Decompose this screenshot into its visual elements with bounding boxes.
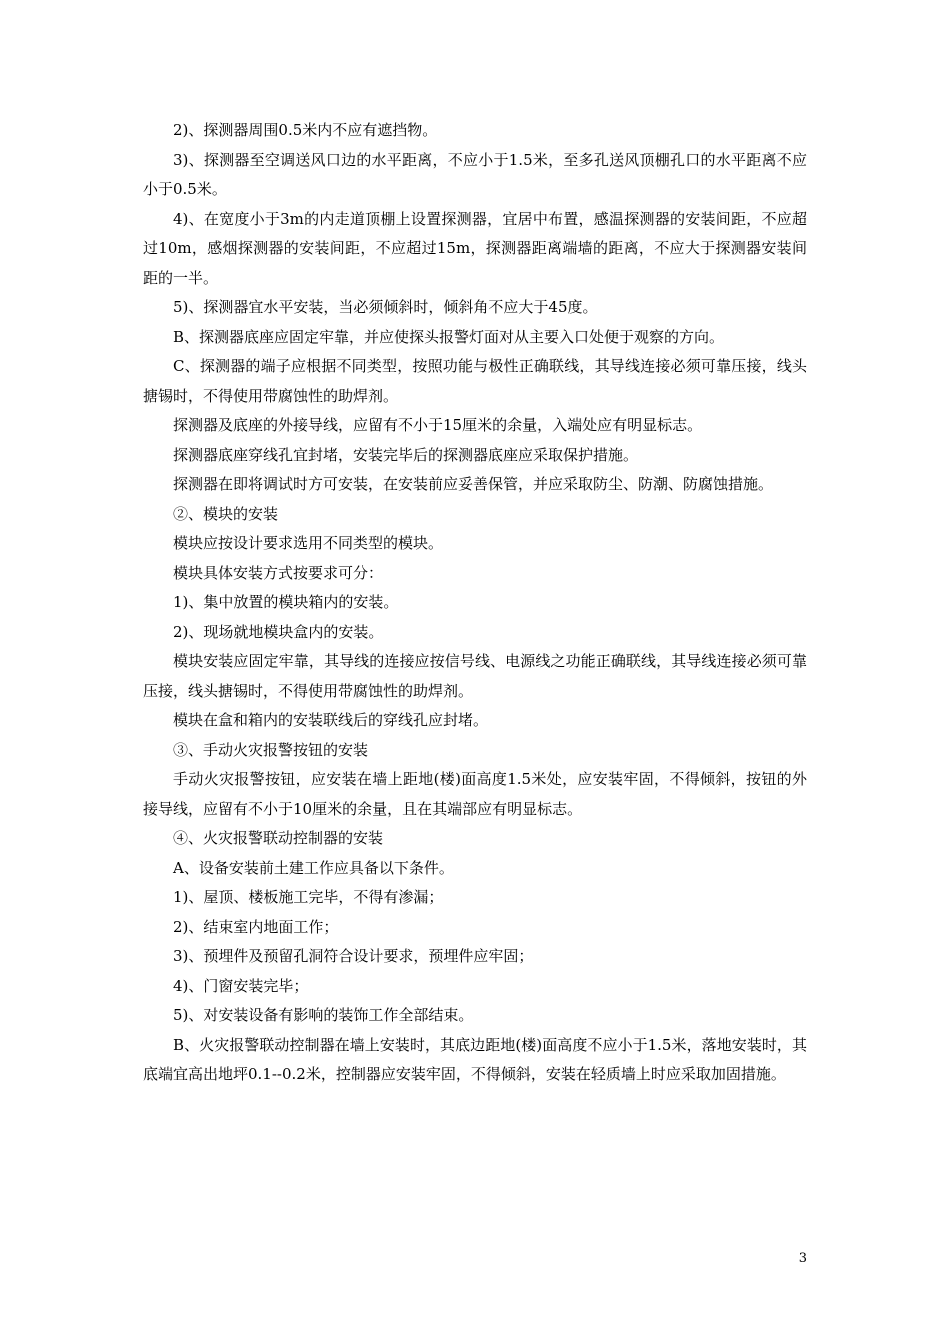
list-item: 2)、现场就地模块盒内的安装。	[173, 622, 384, 641]
paragraph: B、火灾报警联动控制器在墙上安装时，其底边距地(楼)面高度不应小于1.5米，落地安装时，其底端宜高出地坪0.1--0.2米，控制器应安装牢固，不得倾斜，安装在轻质墙上时应采取加固措施。	[143, 1035, 807, 1083]
section-heading: ②、模块的安装	[173, 504, 279, 523]
paragraph: 模块在盒和箱内的安装联线后的穿线孔应封堵。	[173, 711, 489, 729]
list-item: 1)、屋顶、楼板施工完毕，不得有渗漏；	[173, 888, 444, 906]
list-item: 2)、结束室内地面工作；	[173, 917, 339, 936]
section-heading: ④、火灾报警联动控制器的安装	[173, 829, 384, 847]
paragraph: 2)、探测器周围0.5米内不应有遮挡物。	[173, 121, 438, 139]
list-item: 4)、门窗安装完毕；	[173, 976, 309, 995]
paragraph: 探测器在即将调试时方可安装，在安装前应妥善保管，并应采取防尘、防潮、防腐蚀措施。	[173, 475, 774, 493]
paragraph: 模块应按设计要求选用不同类型的模块。	[173, 534, 444, 552]
paragraph: B、探测器底座应固定牢靠，并应使探头报警灯面对从主要入口处便于观察的方向。	[173, 327, 725, 346]
page-number: 3	[798, 1251, 807, 1266]
paragraph: A、设备安装前土建工作应具备以下条件。	[173, 858, 454, 877]
paragraph: 4)、在宽度小于3m的内走道顶棚上设置探测器，宜居中布置，感温探测器的安装间距，不应超过10m，感烟探测器的安装间距，不应超过15m，探测器距离端墙的距离，不应大于探测器安装间距的一半。	[143, 209, 807, 287]
section-heading: ③、手动火灾报警按钮的安装	[173, 740, 369, 759]
paragraph: 探测器及底座的外接导线，应留有不小于15厘米的余量，入端处应有明显标志。	[173, 416, 703, 434]
page-body	[143, 116, 807, 1090]
paragraph: 模块具体安装方式按要求可分：	[173, 563, 384, 582]
list-item: 5)、对安装设备有影响的装饰工作全部结束。	[173, 1006, 474, 1024]
paragraph: C、探测器的端子应根据不同类型，按照功能与极性正确联线，其导线连接必须可靠压接，线头搪锡时，不得使用带腐蚀性的助焊剂。	[143, 357, 807, 405]
paragraph: 探测器底座穿线孔宜封堵，安装完毕后的探测器底座应采取保护措施。	[173, 445, 639, 464]
paragraph: 5)、探测器宜水平安装，当必须倾斜时，倾斜角不应大于45度。	[173, 298, 598, 316]
paragraph: 手动火灾报警按钮，应安装在墙上距地(楼)面高度1.5米处，应安装牢固，不得倾斜，按钮的外接导线，应留有不小于10厘米的余量，且在其端部应有明显标志。	[143, 770, 807, 818]
paragraph: 3)、探测器至空调送风口边的水平距离，不应小于1.5米，至多孔送风顶棚孔口的水平距离不应小于0.5米。	[143, 150, 807, 198]
list-item: 3)、预埋件及预留孔洞符合设计要求，预埋件应牢固；	[173, 947, 534, 965]
paragraph: 模块安装应固定牢靠，其导线的连接应按信号线、电源线之功能正确联线，其导线连接必须可靠压接，线头搪锡时，不得使用带腐蚀性的助焊剂。	[143, 652, 807, 700]
list-item: 1)、集中放置的模块箱内的安装。	[173, 593, 399, 611]
